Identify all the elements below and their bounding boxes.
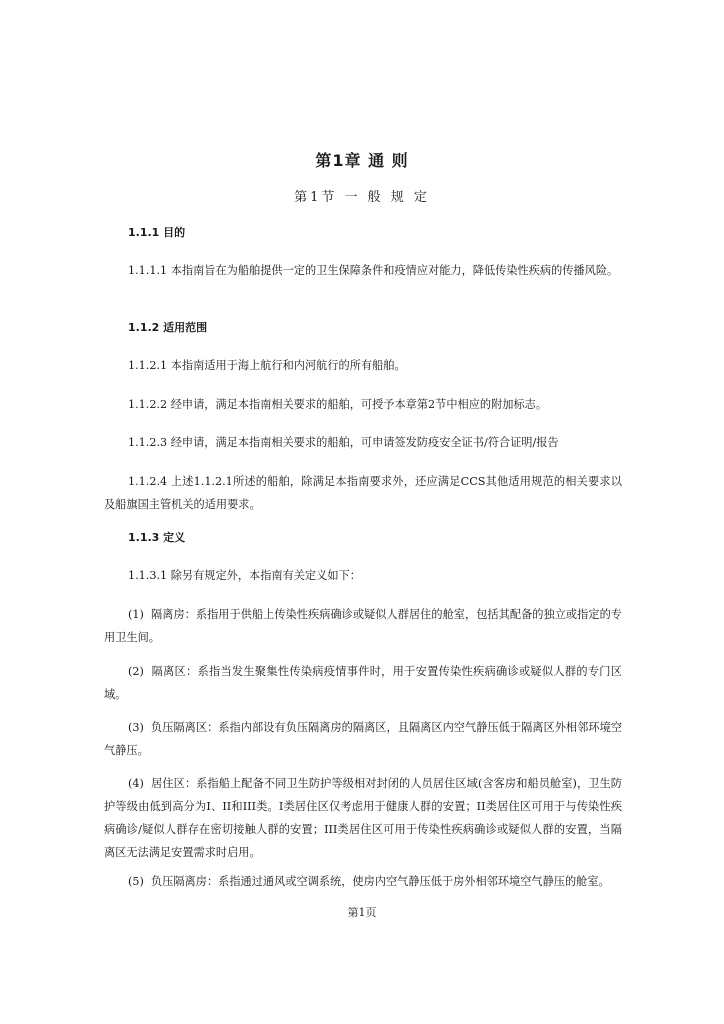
chapter-title: 第1章 通 则: [315, 151, 409, 170]
definition-number: (4): [128, 777, 144, 790]
paragraph-1-1-2-3: [104, 431, 622, 454]
definition-text: ：系指通过通风或空调系统，使房内空气静压低于房外相邻环境空气静压的舱室。: [206, 875, 610, 888]
definition-term: 隔离房: [151, 608, 185, 621]
definition-text: ：系指内部设有负压隔离房的隔离区，且隔离区内空气静压低于隔离区外相邻环境空气静压。: [104, 721, 622, 757]
paragraph-1-1-2-1: [104, 354, 622, 377]
definition-term: 居住区: [151, 777, 185, 790]
heading-text: 1.1.3 定义: [128, 531, 186, 544]
definition-text: ：系指用于供船上传染性疾病确诊或疑似人群居住的舱室，包括其配备的独立或指定的专用卫生间。: [104, 608, 622, 644]
definition-term: 隔离区: [151, 665, 187, 678]
definition-number: (5): [128, 875, 144, 888]
page-number: 第1页: [347, 906, 377, 919]
definition-term: 负压隔离区: [151, 721, 208, 734]
definition-number: (1): [128, 608, 144, 621]
definition-text: ：系指当发生聚集性传染病疫情事件时，用于安置传染性疾病确诊或疑似人群的专门区域。: [104, 665, 622, 701]
section-title: 第1节 一 般 规 定: [294, 190, 430, 205]
paragraph-1-1-1-1: [104, 259, 622, 282]
paragraph-text: 1.1.3.1 除另有规定外，本指南有关定义如下：: [128, 569, 361, 582]
heading-text: 1.1.2 适用范围: [128, 321, 208, 334]
paragraph-1-1-2-4: [104, 470, 622, 516]
definition-3: [104, 716, 622, 762]
definition-5: [104, 870, 622, 893]
heading-1-1-1: [104, 221, 622, 244]
definition-2: [104, 660, 622, 706]
definition-term: 负压隔离房: [150, 875, 207, 888]
definition-text: ：系指船上配备不同卫生防护等级相对封闭的人员居住区域(含客房和船员舱室)，卫生防护等级由低到高分为I、II和III类。I类居住区仅考虑用于健康人群的安置；II类居住区可用于与传染性疾病确诊/疑似人群存在密切接触人群的安置；III类居住区可用于传染性疾病确诊或疑似人群的安置，当隔离区无法满足安置需求时启用。: [104, 777, 622, 859]
paragraph-text: 1.1.2.2 经申请，满足本指南相关要求的船舶，可授予本章第2节中相应的附加标志。: [128, 398, 548, 411]
heading-text: 1.1.1 目的: [128, 226, 186, 239]
paragraph-text: 1.1.1.1 本指南旨在为船舶提供一定的卫生保障条件和疫情应对能力，降低传染性疾病的传播风险。: [128, 264, 619, 277]
paragraph-1-1-2-2: [104, 393, 622, 416]
paragraph-text: 1.1.2.4 上述1.1.2.1所述的船舶，除满足本指南要求外，还应满足CCS其他适用规范的相关要求以及船旗国主管机关的适用要求。: [104, 475, 622, 511]
definition-1: [104, 603, 622, 649]
paragraph-text: 1.1.2.3 经申请，满足本指南相关要求的船舶，可申请签发防疫安全证书/符合证明/报告: [128, 436, 559, 449]
definition-number: (2): [128, 665, 144, 678]
paragraph-1-1-3-1: [104, 564, 622, 587]
definition-4: [104, 772, 622, 864]
definition-number: (3): [128, 721, 144, 734]
heading-1-1-3: [104, 526, 622, 549]
paragraph-text: 1.1.2.1 本指南适用于海上航行和内河航行的所有船舶。: [128, 359, 406, 372]
heading-1-1-2: [104, 316, 622, 339]
